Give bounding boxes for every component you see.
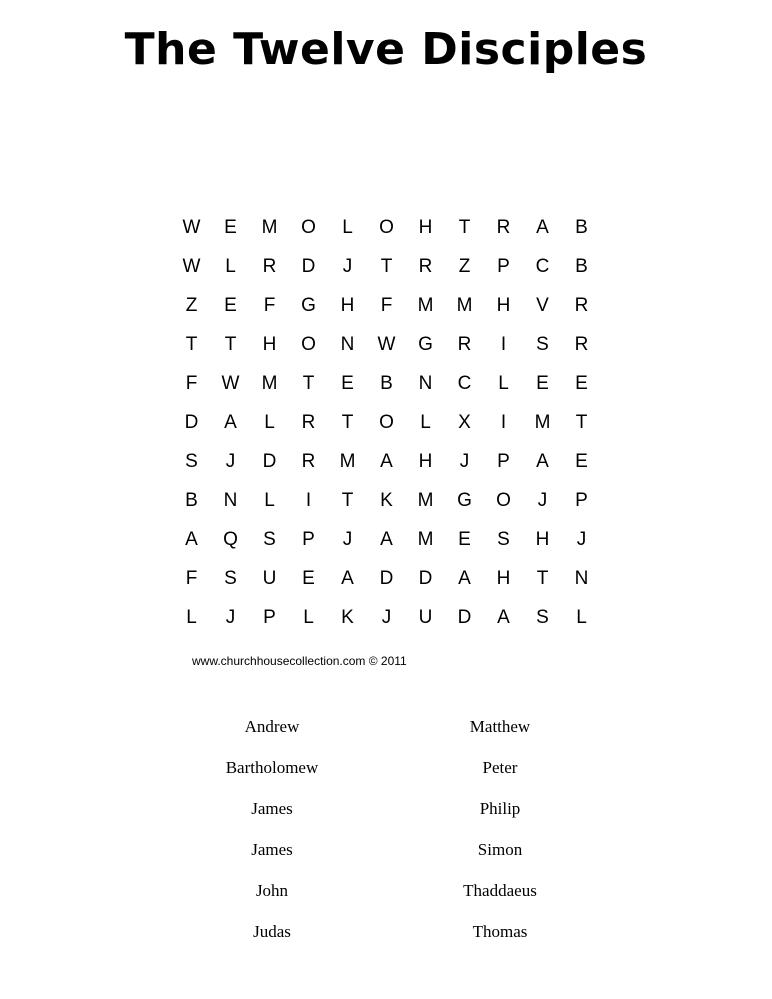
grid-letter: Z — [458, 256, 471, 277]
grid-letter: A — [224, 412, 237, 433]
grid-letter: L — [225, 256, 236, 277]
grid-letter: P — [302, 529, 315, 550]
grid-letter: B — [575, 256, 588, 277]
grid-letter: A — [380, 529, 393, 550]
grid-letter: J — [342, 529, 353, 550]
word-item: Thomas — [472, 922, 528, 941]
grid-letter: G — [418, 334, 433, 355]
grid-letter: E — [536, 373, 549, 394]
grid-letter: L — [342, 217, 353, 238]
word-item: Simon — [477, 840, 523, 859]
word-item: Philip — [479, 799, 521, 818]
copyright-footer: www.churchhousecollection.com © 2011 — [192, 654, 407, 668]
word-list-left — [172, 706, 372, 952]
word-item: Thaddaeus — [463, 881, 537, 900]
word-item: James — [251, 799, 293, 818]
grid-letter: T — [575, 412, 588, 433]
grid-letter: A — [536, 451, 549, 472]
grid-letter: T — [341, 412, 354, 433]
grid-letter: U — [418, 607, 433, 628]
grid-letter: T — [224, 334, 237, 355]
grid-letter: S — [536, 334, 549, 355]
grid-letter: D — [457, 607, 472, 628]
grid-letter: P — [575, 490, 588, 511]
grid-letter: L — [264, 490, 275, 511]
word-item: Judas — [253, 922, 291, 941]
grid-letter: M — [339, 451, 356, 472]
grid-letter: W — [377, 334, 396, 355]
grid-letter: R — [574, 295, 589, 316]
grid-letter: S — [263, 529, 276, 550]
grid-letter: R — [496, 217, 511, 238]
grid-letter: O — [301, 217, 316, 238]
grid-letter: T — [302, 373, 315, 394]
grid-letter: G — [301, 295, 316, 316]
grid-letter: A — [380, 451, 393, 472]
grid-letter: J — [225, 451, 236, 472]
grid-letter: L — [264, 412, 275, 433]
grid-letter: R — [457, 334, 472, 355]
grid-letter: C — [457, 373, 472, 394]
grid-letter: X — [458, 412, 471, 433]
grid-letter: D — [301, 256, 316, 277]
letter-grid — [172, 208, 601, 637]
grid-letter: H — [418, 451, 433, 472]
grid-letter: P — [263, 607, 276, 628]
grid-letter: T — [536, 568, 549, 589]
grid-letter: S — [536, 607, 549, 628]
grid-letter: A — [458, 568, 471, 589]
grid-letter: M — [456, 295, 473, 316]
grid-letter: J — [342, 256, 353, 277]
grid-letter: L — [576, 607, 587, 628]
grid-letter: J — [225, 607, 236, 628]
grid-letter: O — [496, 490, 511, 511]
word-item: Andrew — [244, 717, 300, 736]
grid-letter: R — [574, 334, 589, 355]
grid-letter: W — [221, 373, 240, 394]
grid-letter: B — [185, 490, 198, 511]
grid-letter: H — [535, 529, 550, 550]
word-item: John — [255, 881, 289, 900]
grid-letter: L — [186, 607, 197, 628]
grid-letter: I — [305, 490, 312, 511]
grid-letter: A — [536, 217, 549, 238]
grid-letter: R — [301, 451, 316, 472]
grid-letter: B — [380, 373, 393, 394]
grid-letter: R — [301, 412, 316, 433]
grid-letter: M — [261, 373, 278, 394]
grid-letter: J — [537, 490, 548, 511]
grid-letter: N — [223, 490, 238, 511]
grid-letter: J — [576, 529, 587, 550]
grid-letter: T — [458, 217, 471, 238]
grid-letter: A — [185, 529, 198, 550]
grid-letter: A — [497, 607, 510, 628]
grid-letter: M — [417, 490, 434, 511]
grid-letter: E — [224, 217, 237, 238]
grid-letter: H — [340, 295, 355, 316]
grid-letter: Z — [185, 295, 198, 316]
grid-letter: B — [575, 217, 588, 238]
page-title: The Twelve Disciples — [124, 24, 648, 75]
grid-letter: N — [574, 568, 589, 589]
grid-letter: S — [185, 451, 198, 472]
grid-letter: F — [263, 295, 276, 316]
grid-letter: L — [420, 412, 431, 433]
grid-letter: R — [262, 256, 277, 277]
grid-letter: W — [182, 256, 201, 277]
grid-letter: T — [341, 490, 354, 511]
word-item: Peter — [482, 758, 518, 777]
grid-letter: A — [341, 568, 354, 589]
grid-letter: T — [185, 334, 198, 355]
grid-letter: J — [459, 451, 470, 472]
grid-letter: S — [224, 568, 237, 589]
grid-letter: E — [341, 373, 354, 394]
grid-letter: E — [575, 451, 588, 472]
grid-letter: E — [302, 568, 315, 589]
grid-letter: K — [341, 607, 354, 628]
grid-letter: E — [575, 373, 588, 394]
grid-letter: D — [184, 412, 199, 433]
grid-letter: G — [457, 490, 472, 511]
grid-letter: S — [497, 529, 510, 550]
grid-letter: D — [379, 568, 394, 589]
grid-letter: L — [498, 373, 509, 394]
grid-letter: D — [262, 451, 277, 472]
grid-letter: P — [497, 451, 510, 472]
grid-letter: C — [535, 256, 550, 277]
grid-letter: W — [182, 217, 201, 238]
grid-letter: P — [497, 256, 510, 277]
grid-letter: H — [496, 568, 511, 589]
grid-letter: E — [224, 295, 237, 316]
grid-letter: R — [418, 256, 433, 277]
grid-letter: I — [500, 334, 507, 355]
grid-letter: F — [185, 373, 198, 394]
grid-letter: H — [262, 334, 277, 355]
word-item: Bartholomew — [225, 758, 319, 777]
grid-letter: O — [379, 217, 394, 238]
grid-letter: F — [380, 295, 393, 316]
grid-letter: H — [496, 295, 511, 316]
grid-letter: O — [379, 412, 394, 433]
grid-letter: M — [417, 529, 434, 550]
grid-letter: M — [417, 295, 434, 316]
grid-letter: N — [340, 334, 355, 355]
grid-letter: H — [418, 217, 433, 238]
grid-letter: N — [418, 373, 433, 394]
grid-letter: J — [381, 607, 392, 628]
grid-letter: U — [262, 568, 277, 589]
grid-letter: E — [458, 529, 471, 550]
grid-letter: K — [380, 490, 393, 511]
word-item: James — [251, 840, 293, 859]
grid-letter: M — [261, 217, 278, 238]
grid-letter: F — [185, 568, 198, 589]
word-item: Matthew — [469, 717, 531, 736]
word-list-right — [400, 706, 600, 952]
grid-letter: T — [380, 256, 393, 277]
grid-letter: L — [303, 607, 314, 628]
grid-letter: D — [418, 568, 433, 589]
grid-letter: Q — [223, 529, 238, 550]
grid-letter: M — [534, 412, 551, 433]
grid-letter: V — [536, 295, 549, 316]
grid-letter: O — [301, 334, 316, 355]
grid-letter: I — [500, 412, 507, 433]
